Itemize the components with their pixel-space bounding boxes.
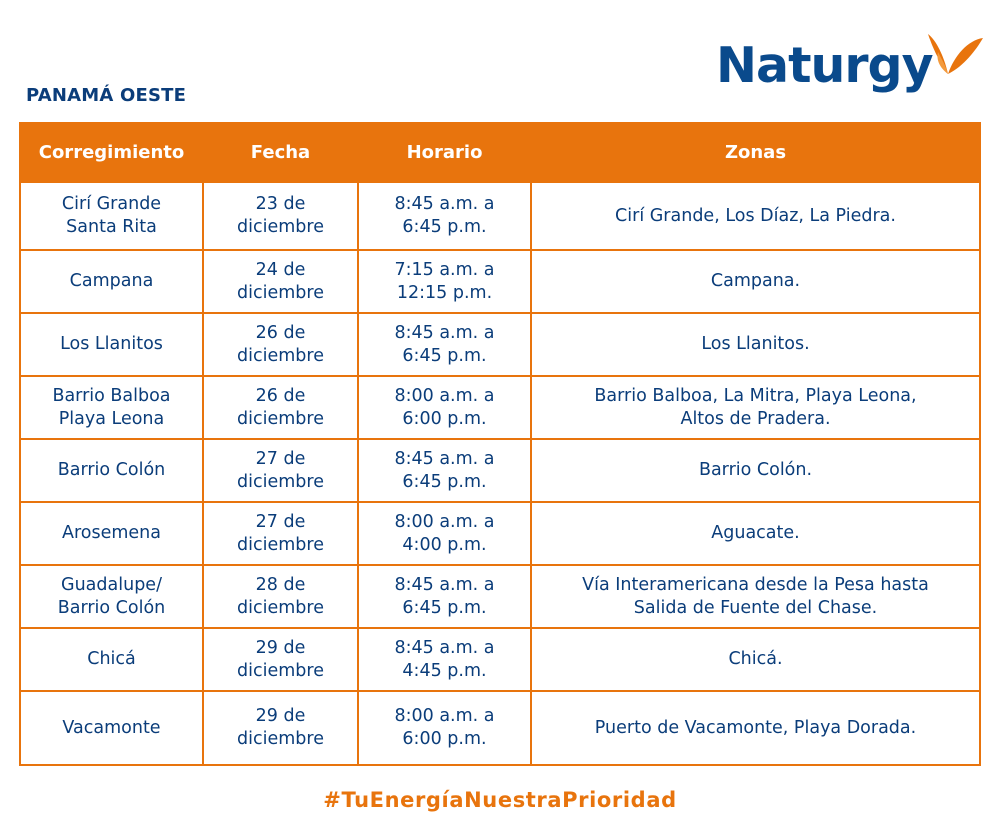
cell-fecha [203, 628, 358, 691]
cell-zonas [531, 313, 980, 376]
table-row [20, 376, 980, 439]
cell-corregimiento [20, 502, 203, 565]
cell-line: Playa Leona [58, 408, 165, 429]
cell-line: 6:45 p.m. [402, 345, 487, 366]
cell-line: 6:00 p.m. [402, 408, 487, 429]
cell-line: 8:45 a.m. a [394, 574, 495, 595]
cell-horario [358, 565, 531, 628]
cell-line: Chicá [87, 649, 136, 669]
cell-line: Arosemena [61, 523, 161, 543]
cell-horario [358, 439, 531, 502]
cell-line: diciembre [237, 597, 324, 618]
cell-line: 4:45 p.m. [402, 660, 487, 681]
cell-line: Chicá. [728, 649, 783, 669]
logo-wordmark: Naturgy [716, 37, 933, 94]
cell-line: 4:00 p.m. [402, 534, 487, 555]
cell-line: diciembre [237, 345, 324, 366]
cell-line: Puerto de Vacamonte, Playa Dorada. [594, 717, 917, 738]
cell-line: 26 de [255, 385, 306, 406]
cell-corregimiento [20, 628, 203, 691]
cell-corregimiento [20, 376, 203, 439]
cell-line: 6:00 p.m. [402, 729, 487, 749]
table-row [20, 250, 980, 313]
cell-line: 8:00 a.m. a [394, 706, 495, 726]
cell-line: Los Llanitos [60, 334, 163, 354]
header-corregimiento: Corregimiento [20, 123, 203, 182]
schedule-table [19, 122, 981, 766]
cell-line: 23 de [255, 194, 306, 214]
cell-line: 6:45 p.m. [402, 217, 487, 237]
cell-horario [358, 502, 531, 565]
cell-fecha [203, 502, 358, 565]
cell-line: Vacamonte [62, 717, 161, 738]
cell-line: Barrio Colón [57, 460, 166, 480]
hashtag: #TuEnergíaNuestraPrioridad [323, 788, 677, 812]
cell-line: Guadalupe/ [61, 574, 162, 595]
table-row [20, 182, 980, 250]
table-row [20, 565, 980, 628]
cell-fecha [203, 250, 358, 313]
cell-line: 27 de [255, 511, 306, 532]
cell-line: 8:45 a.m. a [394, 448, 495, 469]
cell-line: Cirí Grande, Los Díaz, La Piedra. [615, 205, 896, 226]
table-row [20, 502, 980, 565]
cell-line: 7:15 a.m. a [394, 259, 495, 280]
cell-fecha [203, 691, 358, 765]
cell-horario [358, 628, 531, 691]
cell-line: 6:45 p.m. [402, 471, 487, 492]
table-row [20, 439, 980, 502]
cell-line: 29 de [255, 706, 306, 726]
cell-line: diciembre [237, 660, 324, 681]
cell-zonas [531, 376, 980, 439]
cell-line: Vía Interamericana desde la Pesa hasta [582, 574, 929, 595]
cell-line: diciembre [237, 282, 324, 303]
cell-line: 27 de [255, 448, 306, 469]
cell-corregimiento [20, 182, 203, 250]
cell-line: 28 de [255, 574, 306, 595]
cell-line: 6:45 p.m. [402, 597, 487, 618]
cell-line: Barrio Balboa [52, 385, 171, 406]
cell-line: 12:15 p.m. [396, 282, 493, 303]
cell-corregimiento [20, 250, 203, 313]
cell-line: 26 de [255, 322, 306, 343]
cell-fecha [203, 376, 358, 439]
table-header-row [20, 123, 980, 182]
table-row [20, 628, 980, 691]
cell-zonas [531, 691, 980, 765]
cell-line: diciembre [237, 471, 324, 492]
cell-line: 8:45 a.m. a [394, 322, 495, 343]
cell-line: 29 de [255, 637, 306, 658]
cell-line: diciembre [237, 217, 324, 237]
header-zonas: Zonas [531, 123, 980, 182]
cell-line: diciembre [237, 729, 324, 749]
cell-fecha [203, 313, 358, 376]
cell-line: 8:45 a.m. a [394, 194, 495, 214]
cell-line: Salida de Fuente del Chase. [633, 597, 878, 618]
cell-line: Aguacate. [711, 523, 800, 543]
header-fecha: Fecha [203, 123, 358, 182]
naturgy-logo [716, 26, 986, 106]
cell-line: Los Llanitos. [701, 334, 810, 354]
cell-line: diciembre [237, 408, 324, 429]
cell-corregimiento [20, 565, 203, 628]
cell-zonas [531, 182, 980, 250]
cell-line: 8:00 a.m. a [394, 511, 495, 532]
table-row [20, 313, 980, 376]
cell-zonas [531, 439, 980, 502]
cell-line: 24 de [255, 259, 306, 280]
cell-line: Barrio Balboa, La Mitra, Playa Leona, [594, 385, 917, 406]
cell-fecha [203, 182, 358, 250]
cell-line: Barrio Colón [57, 597, 166, 618]
cell-line: Cirí Grande [61, 194, 162, 214]
cell-line: Campana [69, 271, 154, 291]
cell-zonas [531, 502, 980, 565]
cell-fecha [203, 439, 358, 502]
cell-horario [358, 182, 531, 250]
cell-line: Barrio Colón. [698, 460, 813, 480]
table-row [20, 691, 980, 765]
cell-line: Campana. [710, 271, 801, 291]
cell-zonas [531, 250, 980, 313]
cell-line: Altos de Pradera. [680, 408, 831, 429]
region-title: PANAMÁ OESTE [26, 85, 187, 106]
cell-corregimiento [20, 313, 203, 376]
butterfly-icon [926, 26, 984, 86]
cell-line: diciembre [237, 534, 324, 555]
cell-corregimiento [20, 439, 203, 502]
cell-line: 8:45 a.m. a [394, 637, 495, 658]
cell-zonas [531, 628, 980, 691]
cell-corregimiento [20, 691, 203, 765]
cell-horario [358, 691, 531, 765]
cell-line: Santa Rita [66, 217, 157, 237]
cell-horario [358, 376, 531, 439]
cell-line: 8:00 a.m. a [394, 385, 495, 406]
cell-zonas [531, 565, 980, 628]
cell-horario [358, 313, 531, 376]
cell-fecha [203, 565, 358, 628]
header-horario: Horario [358, 123, 531, 182]
cell-horario [358, 250, 531, 313]
